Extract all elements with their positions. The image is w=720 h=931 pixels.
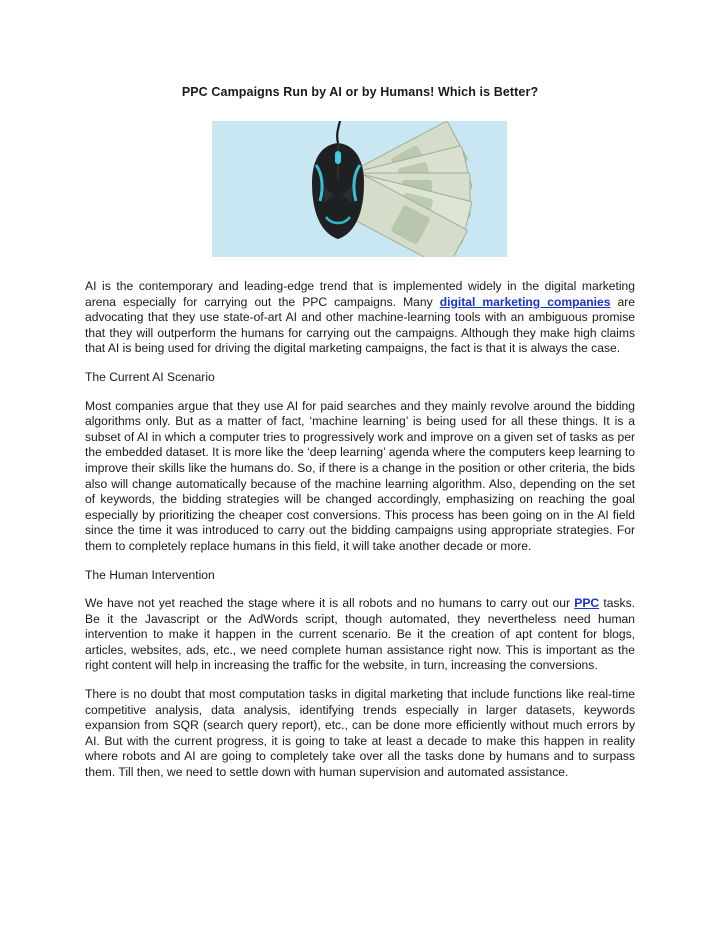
digital-marketing-companies-link[interactable]: digital marketing companies <box>439 294 611 309</box>
paragraph-current-ai: Most companies argue that they use AI for paid searches and they mainly revolve around the bidding algorithms only. But as a matter of fact, ‘machine learning’ is being used for all these things. It is a subset of AI in which a computer tries to progressively work and improve on a given set of tasks as per the embedded dataset. It is more like the ‘deep learning’ agenda where the computers keep learning to improve their skills like the humans do. So, if there is a change in the position or other criteria, the bids also will change automatically because of the machine learning algorithm. Also, depending on the set of keywords, the bidding strategies will be changed accordingly, emphasizing on reaching the goal especially by prioritizing the cheaper cost conversions. This process has been going on in the AI field since the time it was introduced to carry out the bidding campaigns using appropriate strategies. For them to completely replace humans in this field, it will take another decade or more. <box>85 398 635 553</box>
page-title: PPC Campaigns Run by AI or by Humans! Which is Better? <box>181 85 539 99</box>
ppc-link[interactable]: PPC <box>574 596 600 611</box>
section-heading-current-ai: The Current AI Scenario <box>85 369 215 384</box>
section-heading-human-intervention: The Human Intervention <box>85 567 215 582</box>
hero-image <box>212 121 507 257</box>
paragraph-intro: AI is the contemporary and leading-edge trend that is implemented widely in the digital marketing arena especially for carrying out the PPC campaigns. Many digital marketing companies are advocating that they use state-of-art AI and other machine-learning tools with an ambiguous promise that they will outperform the humans for carrying out the campaigns. Although they make high claims that AI is being used for driving the digital marketing campaigns, the fact is that it is always the case. <box>85 279 636 356</box>
paragraph-conclusion: There is no doubt that most computation tasks in digital marketing that include functions like real-time competitive analysis, data analysis, identifying trends especially in larger datasets, keywords expansion from SQR (search query report), etc., can be done more efficiently without much errors by AI. But with the current progress, it is going to take at least a decade to make this happen in reality where robots and AI are going to completely take over all the tasks done by humans and to surpass them. Till then, we need to settle down with human supervision and automated assistance. <box>85 687 635 780</box>
mouse-on-money-illustration <box>212 121 507 257</box>
article-body <box>85 279 635 794</box>
paragraph-human-intervention: We have not yet reached the stage where it is all robots and no humans to carry out our PPC tasks. Be it the Javascript or the AdWords script, though automated, they nevertheless need human intervention to make it happen in the current scenario. Be it the creation of apt content for blogs, articles, websites, ads, etc., we need complete human assistance right now. This is important as the right content will help in increasing the traffic for the website, in turn, increasing the conversions. <box>85 596 635 673</box>
